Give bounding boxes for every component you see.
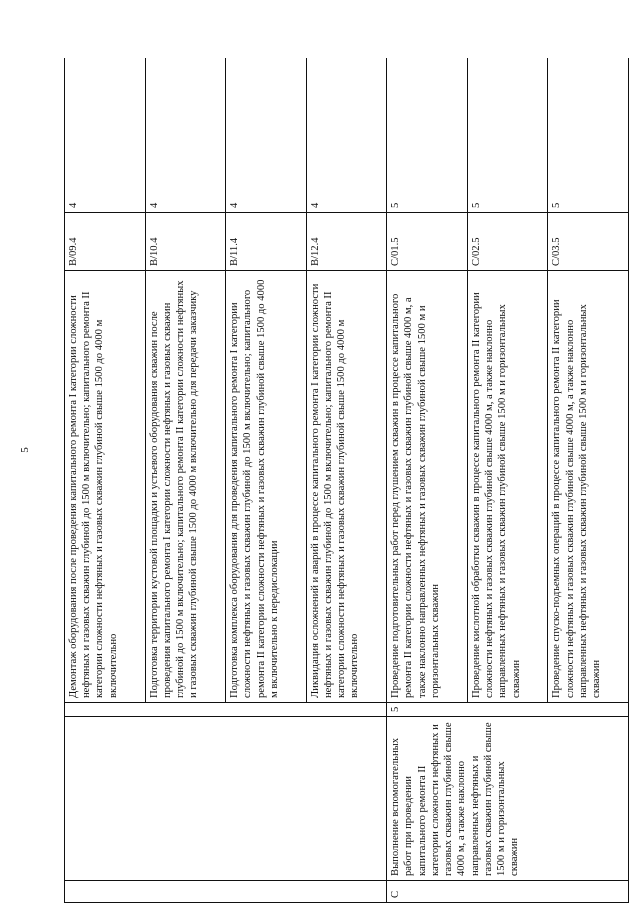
function-text: Проведение подготовительных работ перед глушением скважин в процессе капитального ремонта II категории сложности нефтяных и газовых скважин глубиной свыше 4000 м, а также наклонно направленных нефтяных и газовых скважин глубиной свыше 1500 м и горизонтальных скважин <box>387 271 468 703</box>
section-letter: С <box>387 881 629 903</box>
empty-cell <box>65 881 387 903</box>
page-number: 5 <box>18 447 31 453</box>
qualification-level: 4 <box>145 58 226 213</box>
document-table-wrapper <box>64 58 629 903</box>
function-code: В/11.4 <box>226 213 307 271</box>
generalized-function-title: Выполнение вспомогательных работ при проведении капитального ремонта II категории сложности нефтяных и газовых скважин глубиной свыше 4000 м, а также наклонно направленных нефтяных и газовых скважин глубиной свыше 1500 м и горизонтальных скважин <box>387 717 629 881</box>
empty-cell <box>65 717 387 881</box>
function-text: Демонтаж оборудования после проведения капитального ремонта I категории сложности нефтяных и газовых скважин глубиной до 1500 м включительно; капитального ремонта II категории сложности нефтяных и газовых скважин глубиной свыше 1500 до 4000 м включительно <box>65 271 146 703</box>
qualification-level: 5 <box>387 58 468 213</box>
function-text: Ликвидация осложнений и аварий в процессе капитального ремонта I категории сложности нефтяных и газовых скважин глубиной до 1500 м включительно; капитального ремонта II категории сложности нефтяных и газовых скважин глубиной свыше 1500 до 4000 м включительно <box>306 271 387 703</box>
function-text: Подготовка комплекса оборудования для проведения капитального ремонта I категории сложности нефтяных и газовых скважин глубиной до 1500 м включительно; капитального ремонта II категории сложности нефтяных и газовых скважин глубиной свыше 1500 до 4000 м включительно к передислокации <box>226 271 307 703</box>
empty-cell <box>65 703 387 717</box>
function-code: С/01.5 <box>387 213 468 271</box>
qualification-level: 5 <box>548 58 629 213</box>
table-row <box>65 58 146 903</box>
table-row <box>387 58 468 903</box>
qualification-level: 5 <box>467 58 548 213</box>
qualification-level: 4 <box>306 58 387 213</box>
qualification-level: 4 <box>65 58 146 213</box>
function-text: Проведение спуско-подъемных операций в процессе капитального ремонта II категории сложности нефтяных и газовых скважин глубиной свыше 4000 м, а также наклонно направленных нефтяных и газовых скважин глубиной свыше 1500 м и горизонтальных скважин <box>548 271 629 703</box>
function-code: В/09.4 <box>65 213 146 271</box>
function-text: Подготовка территории кустовой площадки и устьевого оборудования скважин после проведения капитального ремонта I категории сложности нефтяных и газовых скважин глубиной до 1500 м включительно; капитального ремонта II категории сложности нефтяных и газовых скважин глубиной свыше 1500 до 4000 м включительно для передачи заказчику <box>145 271 226 703</box>
rotated-table-container <box>64 58 629 903</box>
function-code: С/03.5 <box>548 213 629 271</box>
function-code: В/10.4 <box>145 213 226 271</box>
functions-table <box>64 58 629 903</box>
function-text: Проведение кислотной обработки скважин в процессе капитального ремонта II категории сложности нефтяных и газовых скважин глубиной свыше 4000 м, а также наклонно направленных нефтяных и газовых скважин глубиной свыше 1500 м и горизонтальных скважин <box>467 271 548 703</box>
function-code: С/02.5 <box>467 213 548 271</box>
qualification-level: 4 <box>226 58 307 213</box>
function-code: В/12.4 <box>306 213 387 271</box>
section-level: 5 <box>387 703 629 717</box>
